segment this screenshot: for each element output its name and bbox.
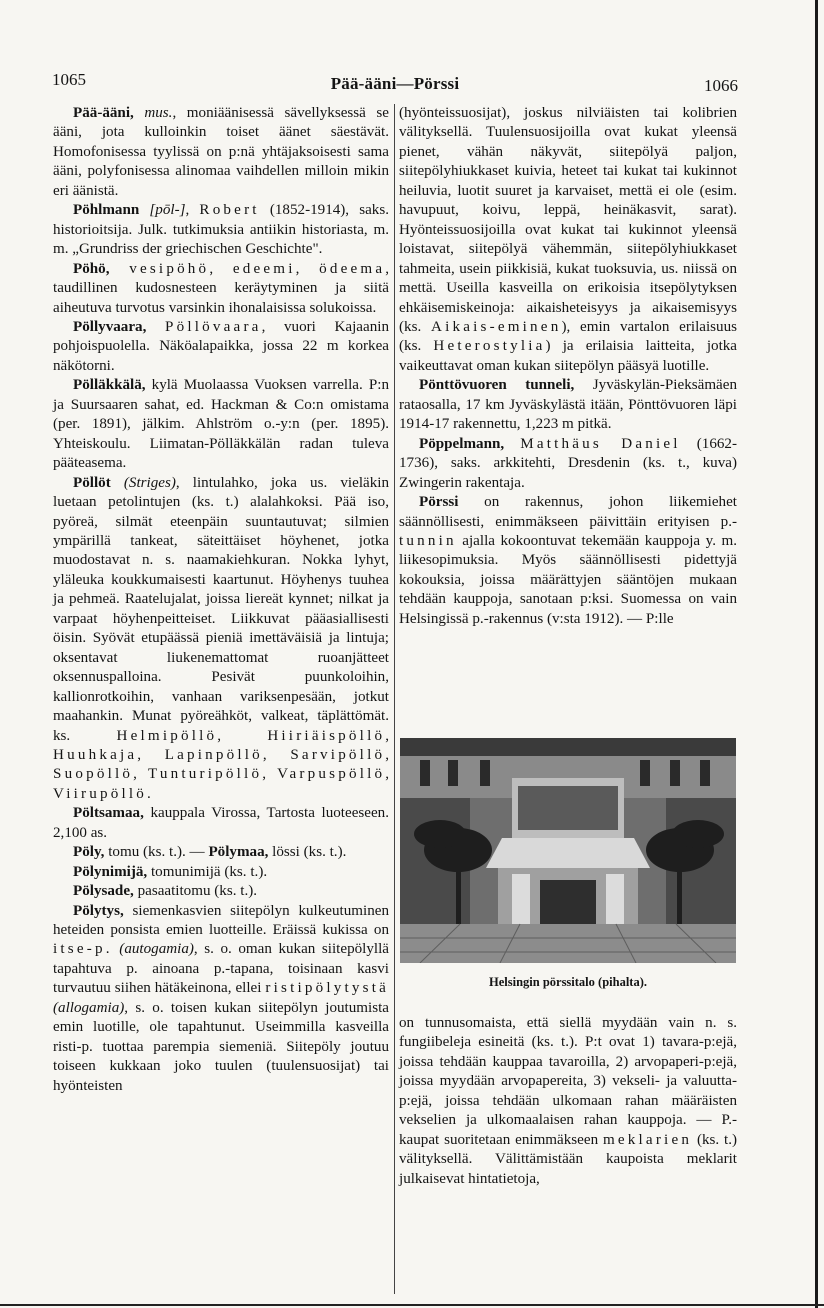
entry-text: , bbox=[217, 727, 268, 744]
cross-reference: Hiiriäispöllö bbox=[267, 727, 386, 744]
entry-text: , bbox=[262, 766, 278, 783]
entry-text: , bbox=[133, 766, 149, 783]
entry-text: ), emin vartalon erilaisuus (ks. bbox=[399, 318, 737, 355]
entry-polysade bbox=[53, 882, 389, 901]
headword: Pöly, bbox=[73, 844, 105, 861]
entry-text bbox=[146, 319, 165, 335]
entry-text: kauppala Virossa, Tartosta luoteeseen. 2,100 as. bbox=[53, 805, 389, 841]
figure-photo bbox=[400, 738, 736, 963]
headword: Pöhö, bbox=[73, 260, 110, 277]
entry-ponttovuoren-tunneli bbox=[399, 376, 737, 434]
spaced-term: vesipöhö bbox=[129, 260, 210, 277]
cross-reference: Huuhkaja bbox=[53, 746, 138, 763]
headword: Pönttövuoren tunneli, bbox=[419, 377, 575, 394]
page-number-left: 1065 bbox=[52, 70, 86, 89]
entry-paa-aani bbox=[53, 104, 389, 201]
spaced-name: Matthäus Daniel bbox=[520, 435, 681, 452]
italic-term: (autogamia) bbox=[119, 941, 194, 958]
page-edge-bottom bbox=[0, 1304, 824, 1306]
page-header bbox=[52, 70, 738, 98]
entry-text: , bbox=[209, 260, 233, 277]
entry-text: on rakennus, johon liikemiehet säännöllisesti, enimmäkseen päivittäin erityisen p.- bbox=[399, 494, 737, 530]
entry-poly bbox=[53, 843, 389, 862]
entry-text: tomunimijä (ks. t.). bbox=[147, 863, 268, 880]
cross-reference: Lapinpöllö bbox=[164, 746, 263, 763]
entry-porssi bbox=[399, 493, 737, 629]
entry-text: , moniäänisessä sävellyksessä se ääni, jota kulloinkin toiset äänet säestävät. Homofonisessa tyylissä on p:nä yhtäjaksoisesti sama ääni, polyfonisessa alinomaa vaihdellen milloin mikin eri äänistä. bbox=[53, 105, 389, 199]
entry-text: ajalla kokoontuvat tekemään kauppoja y. m. liikesopimuksia. Myös säännöllisesti pidettyjä kokouksia, joissa määrättyjen sääntöjen mukaan tehdään kauppoja, sanotaan p:ksi. Suomessa on vain Helsingissä p.-rakennus (v:sta 1912). — P:lle bbox=[399, 532, 737, 627]
pronunciation: [pōl-] bbox=[149, 202, 186, 219]
abbreviation: mus. bbox=[144, 105, 173, 121]
column-divider bbox=[394, 104, 395, 1294]
headword: Pölytys, bbox=[73, 902, 124, 919]
headword: Pölymaa, bbox=[208, 844, 269, 861]
spaced-name: Robert bbox=[199, 202, 260, 219]
entry-text: , s. o. oman kukan siitepölyllä tapahtuva p. ainoana p.-tapana, toisinaan kasvi turvautuu siihen hätäkeinona, ellei bbox=[53, 941, 389, 997]
cross-reference: Heterostylia bbox=[433, 338, 546, 355]
entry-text: , bbox=[385, 727, 389, 744]
headword: Pää-ääni, bbox=[73, 105, 134, 121]
entry-text: (1662-1736), saks. arkkitehti, Dresdenin (ks. t., kuva) Zwingerin rakentaja. bbox=[399, 435, 738, 491]
entry-text: , lintulahko, joka us. vieläkin luetaan petolintujen (ks. t.) alalahkoksi. Pää iso, pyöreä, silmät eteenpäin suuntautuvat; silmien ympärillä tankeat, säteittäiset höyhenet, jotka muodostavat n. s. naamakiehkuran. Nokka lyhyt, yläleuka koukkumaisesti kaartunut. Höyhenys tuuhea ja pehmeä. Raatelujalat, joissa liereät kynnet; nilkat ja varpaat höyhenpeitteiset. Liikkuvat pääasiallisesti öisin. Syövät etupäässä pieniä imettäväisiä ja lintuja; oksentavat liukenemattomat ruoanjätteet oksennuspalloina. Pesivät puunkoloihin, kallionrotkoihin, vanhaan variksenpesään, jotkut maahankin. Munat pyöreähköt, valkeat, täplättömät. ks. bbox=[53, 474, 389, 744]
entry-text bbox=[504, 436, 520, 452]
latin-name: (Striges) bbox=[123, 474, 176, 491]
entry-text: , bbox=[262, 746, 291, 763]
entry-text: , bbox=[385, 746, 389, 763]
headword: Pöltsamaa, bbox=[73, 805, 144, 822]
cross-reference: Varpuspöllö bbox=[277, 766, 386, 783]
entry-poho bbox=[53, 260, 389, 318]
entry-text: ) ja erilaisia laitteita, jotka vaikeuttavat oman kukan siitepölyn pääsyä luotille. bbox=[399, 338, 738, 374]
cross-reference: Tunturipöllö bbox=[148, 766, 263, 783]
entry-polynimija bbox=[53, 863, 389, 882]
spaced-term: edeemi bbox=[232, 260, 296, 277]
entry-text: , vuori Kajaanin pohjoispuolella. Näköalapaikka, jossa 22 m korkea näkötorni. bbox=[53, 318, 389, 374]
entry-text: (hyönteissuosijat), joskus nilviäisten tai kolibrien välityksellä. Tuulensuosijoilla ovat kukat yleensä pienet, vähän näkyvät, siitepölyä paljon, siitepölyhiukkaset kuivia, heteet tai kukat tai kukinnot heiluvia, luotit suuret ja karvaiset, mettä ei ole (esim. havupuut, koivu, leppä, heinäkasvit, sarat). Hyönteissuosijoilla ovat kukat tai kukinnot yleensä loistavat, siitepölyä vähemmän, siitepölyhiukkaset tahmeita, usein piikkisiä, kukat tuoksuvia, us. niissä on mettä. Useilla kasveilla on erikoisia itsepölytyksen ehkäisemiskeinoja: aikaisheteisyys ja aikaisemisyys (ks. bbox=[399, 105, 737, 335]
entry-text: on tunnusomaista, että siellä myydään vain n. s. fungiibeleja esineitä (ks. t.). P:t ovat 1) tavara-p:ejä, joissa tehdään kauppaa tavaroilla, 2) arvopaperi-p:ejä, joissa myydään arvopapereita, 3) vekseli- ja valuutta-p:ejä, joissa tehdään ulkomaan rahan määräisten vekselien ja ulkomaalaisen rahan kauppoja. — P.-kaupat suoritetaan enimmäkseen bbox=[399, 1015, 737, 1148]
headword: Pörssi bbox=[419, 494, 459, 511]
spaced-term: Pöllövaara bbox=[165, 318, 262, 335]
entry-text: , s. o. toisen kukan siitepölyn joutumista emin luotille, ole tapahtunut. Useimmilla kasveilla risti-p. tuottaa parempia siemeniä. Siitepöly joutuu toiseen kukkaan joko tuulen (tuulensuosijat) tai hyönteisten bbox=[53, 999, 389, 1094]
entry-text: , bbox=[385, 766, 390, 783]
entry-text: tomu (ks. t.). — bbox=[104, 844, 209, 861]
entry-text: , bbox=[137, 746, 165, 763]
entry-pollot bbox=[53, 474, 389, 805]
spaced-term: itse-p. bbox=[53, 941, 113, 958]
entry-text: , taudillinen kudosnesteen keräytyminen ja siitä aiheutuva turvotus varsinkin ihonalaisissa solukoissa. bbox=[53, 260, 390, 316]
spaced-term: tunnin bbox=[399, 532, 457, 549]
cross-reference: Suopöllö bbox=[53, 766, 134, 783]
entry-polytys bbox=[53, 902, 389, 1097]
entry-text: , bbox=[185, 202, 200, 219]
entry-text: kylä Muolaassa Vuoksen varrella. P:n ja Suursaaren sahat, ed. Hackman & Co:n omistama (per. 1891), jälkim. Ahlström o.-y:n (per. 1895). Yhteiskoulu. Liimatan-Pölläkkälän radan tuleva pääteasema. bbox=[53, 377, 389, 472]
entry-text: (ks. t.) välityksellä. Välittämistään kaupoista meklarit julkaisevat hintatietoja, bbox=[399, 1131, 737, 1187]
spaced-term: ödeema bbox=[319, 260, 386, 277]
headword: Pöppelmann, bbox=[419, 435, 505, 452]
page-number-right: 1066 bbox=[704, 76, 738, 95]
entry-text: (1852-1914), saks. historioitsija. Julk. tutkimuksia antiikin historiasta, m. m. „Grundriss der griechischen Geschichte". bbox=[53, 202, 390, 258]
entry-poppelmann bbox=[399, 435, 737, 493]
headword: Pöllöt bbox=[73, 474, 111, 491]
entry-text: . bbox=[146, 785, 151, 802]
cross-reference: Aikais-eminen bbox=[430, 318, 562, 335]
entry-text bbox=[109, 261, 129, 277]
entry-text: pasaatitomu (ks. t.). bbox=[133, 883, 258, 900]
headword: Pöhlmann bbox=[73, 202, 140, 219]
cross-reference: Sarvipöllö bbox=[290, 746, 386, 763]
headword: Pölynimijä, bbox=[73, 863, 148, 880]
entry-pohlmann bbox=[53, 201, 389, 259]
entry-pollyvaara bbox=[53, 318, 389, 376]
entry-continuation bbox=[399, 1014, 737, 1189]
entry-continuation bbox=[399, 104, 737, 376]
right-column-bottom bbox=[399, 1014, 737, 1189]
italic-term: (allogamia) bbox=[53, 999, 125, 1016]
spaced-term: meklarien bbox=[602, 1131, 693, 1148]
cross-reference: Viirupöllö bbox=[53, 785, 147, 802]
exchange-building-courtyard-image bbox=[400, 738, 736, 963]
headword: Pöllyvaara, bbox=[73, 318, 147, 335]
spaced-term: ristipölytystä bbox=[265, 980, 389, 997]
entry-pollakkala bbox=[53, 376, 389, 473]
running-title: Pää-ääni—Pörssi bbox=[330, 74, 460, 93]
entry-text: Jyväskylän-Pieksämäen rataosalla, 17 km Jyväskylästä itään, Pönttövuoren läpi 1914-17 rakennettu, 1,223 m pitkä. bbox=[399, 377, 737, 433]
headword: Pölysade, bbox=[73, 883, 134, 900]
headword: Pölläkkälä, bbox=[73, 377, 146, 394]
cross-reference: Helmipöllö bbox=[116, 727, 218, 744]
entry-text: , bbox=[295, 260, 320, 277]
entry-poltsamaa bbox=[53, 804, 389, 843]
right-column-top bbox=[399, 104, 737, 629]
entry-text: lössi (ks. t.). bbox=[268, 844, 347, 861]
page-edge-right bbox=[815, 0, 818, 1308]
figure-caption: Helsingin pörssitalo (pihalta). bbox=[488, 975, 647, 989]
left-column bbox=[53, 104, 389, 1096]
entry-text: siemenkasvien siitepölyn kulkeutuminen heteiden ponsista emien luotteille. Eräissä kukissa on bbox=[53, 902, 389, 939]
